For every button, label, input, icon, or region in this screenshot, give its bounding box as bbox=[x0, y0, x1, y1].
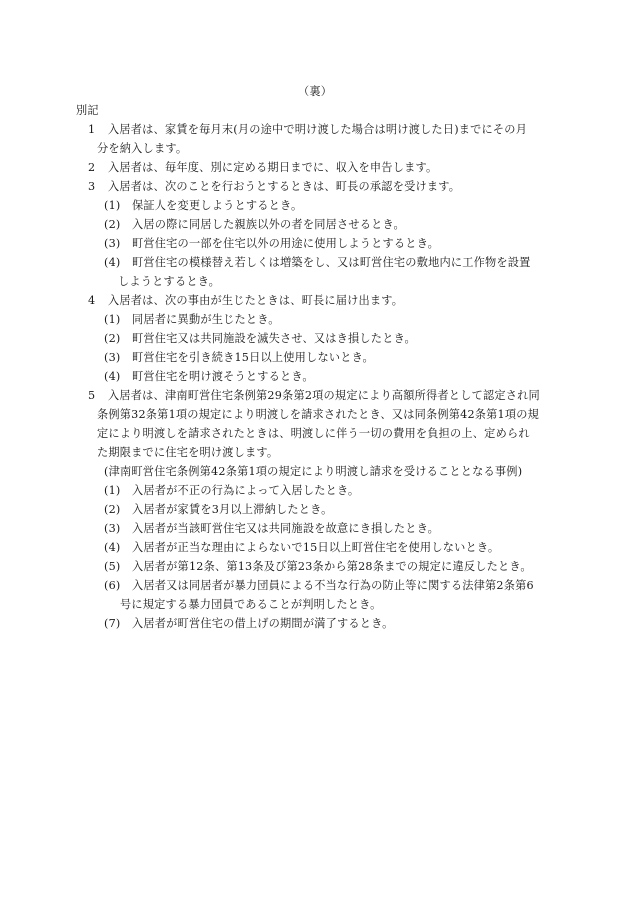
page-heading: （裏） bbox=[298, 85, 333, 98]
subitem-text: 入居者が第12条、第13条及び第23条から第28条までの規定に違反したとき。 bbox=[132, 560, 532, 573]
subitem-number: (1) bbox=[104, 199, 121, 212]
item-text-continuation: 条例第32条第1項の規定により明渡しを請求されたとき、又は同条例第42条第1項の規 bbox=[97, 408, 540, 421]
subitem-text: 保証人を変更しようとするとき。 bbox=[132, 199, 303, 212]
subitem-number: (7) bbox=[104, 617, 121, 630]
subitem-number: (4) bbox=[104, 370, 121, 383]
item-note: (津南町営住宅条例第42条第1項の規定により明渡し請求を受けることとなる事例) bbox=[104, 465, 523, 478]
subitem-text: 入居の際に同居した親族以外の者を同居させるとき。 bbox=[132, 218, 405, 231]
item-text: 入居者は、次のことを行おうとするときは、町長の承認を受けます。 bbox=[108, 180, 461, 193]
subitem-number: (6) bbox=[104, 579, 121, 592]
item-text: 入居者は、次の事由が生じたときは、町長に届け出ます。 bbox=[108, 294, 404, 307]
subitem-number: (4) bbox=[104, 541, 121, 554]
subitem-number: (4) bbox=[104, 256, 121, 269]
subitem-text: 町営住宅又は共同施設を滅失させ、又はき損したとき。 bbox=[132, 332, 416, 345]
item-number: 1 bbox=[88, 123, 96, 136]
subitem-text: 町営住宅の模様替え若しくは増築をし、又は町営住宅の敷地内に工作物を設置 bbox=[132, 256, 531, 269]
subitem-number: (2) bbox=[104, 503, 121, 516]
section-label-bekki: 別記 bbox=[76, 104, 99, 117]
subitem-text: 入居者が正当な理由によらないで15日以上町営住宅を使用しないとき。 bbox=[132, 541, 500, 554]
subitem-number: (1) bbox=[104, 313, 121, 326]
item-number: 5 bbox=[88, 389, 96, 402]
subitem-number: (2) bbox=[104, 218, 121, 231]
subitem-number: (5) bbox=[104, 560, 121, 573]
subitem-text: 入居者が不正の行為によって入居したとき。 bbox=[132, 484, 360, 497]
subitem-text-continuation: しようとするとき。 bbox=[118, 275, 221, 288]
subitem-text: 入居者又は同居者が暴力団員による不当な行為の防止等に関する法律第2条第6 bbox=[132, 579, 534, 592]
item-text-continuation: 定により明渡しを請求されたときは、明渡しに伴う一切の費用を負担の上、定められ bbox=[97, 427, 530, 440]
subitem-number: (3) bbox=[104, 351, 121, 364]
subitem-text: 入居者が当該町営住宅又は共同施設を故意にき損したとき。 bbox=[132, 522, 440, 535]
item-number: 4 bbox=[88, 294, 96, 307]
subitem-number: (1) bbox=[104, 484, 121, 497]
subitem-text: 町営住宅を引き続き15日以上使用しないとき。 bbox=[132, 351, 374, 364]
subitem-text-continuation: 号に規定する暴力団員であることが判明したとき。 bbox=[120, 598, 382, 611]
subitem-text: 町営住宅の一部を住宅以外の用途に使用しようとするとき。 bbox=[132, 237, 440, 250]
subitem-text: 同居者に異動が生じたとき。 bbox=[132, 313, 280, 326]
subitem-number: (3) bbox=[104, 237, 121, 250]
item-text-continuation: た期限までに住宅を明け渡します。 bbox=[97, 446, 279, 459]
item-text: 入居者は、毎年度、別に定める期日までに、収入を申告します。 bbox=[108, 161, 438, 174]
item-text-continuation: 分を納入します。 bbox=[97, 142, 188, 155]
item-text: 入居者は、家賃を毎月末(月の途中で明け渡した場合は明け渡した日)までにその月 bbox=[108, 123, 528, 136]
subitem-text: 入居者が町営住宅の借上げの期間が満了するとき。 bbox=[132, 617, 394, 630]
item-text: 入居者は、津南町営住宅条例第29条第2項の規定により高額所得者として認定され同 bbox=[108, 389, 540, 402]
subitem-number: (3) bbox=[104, 522, 121, 535]
item-number: 2 bbox=[88, 161, 96, 174]
subitem-number: (2) bbox=[104, 332, 121, 345]
item-number: 3 bbox=[88, 180, 96, 193]
subitem-text: 入居者が家賃を3月以上滞納したとき。 bbox=[132, 503, 333, 516]
subitem-text: 町営住宅を明け渡そうとするとき。 bbox=[132, 370, 314, 383]
